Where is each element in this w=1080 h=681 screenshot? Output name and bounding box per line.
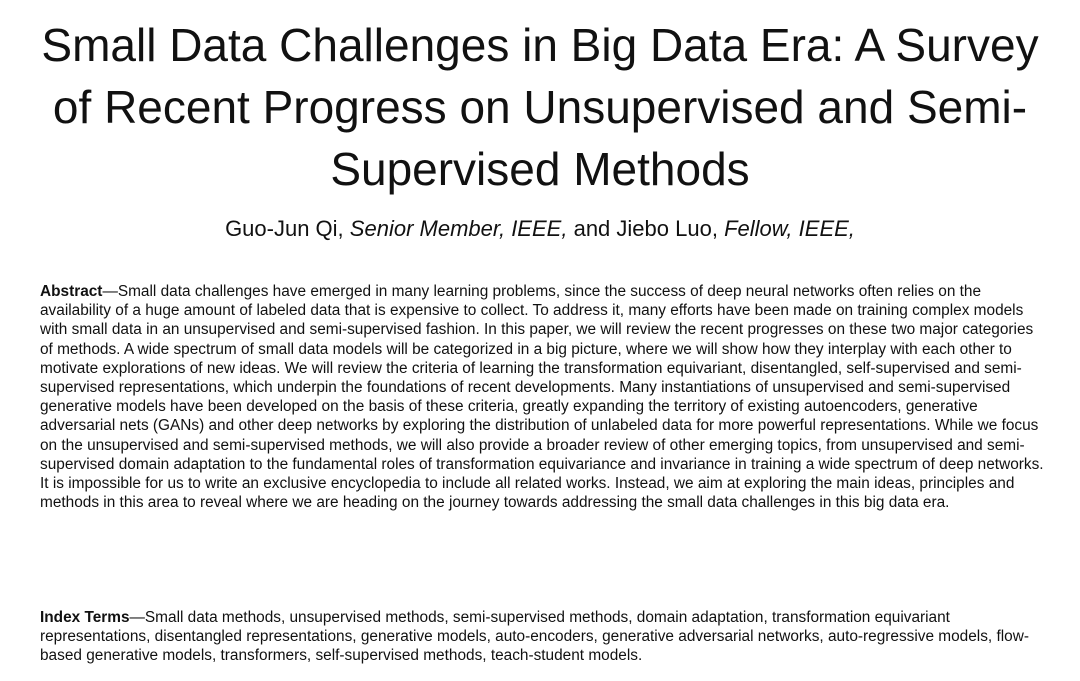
abstract: [40, 282, 1045, 512]
index-terms: [40, 608, 1045, 666]
author-name: Guo-Jun Qi,: [225, 216, 344, 241]
index-terms-text: —Small data methods, unsupervised methods, semi-supervised methods, domain adaptation, transformation equivariant representations, disentangled representations, generative models, auto-encoders, generative adversarial networks, auto-regressive models, flow-based generative models, transformers, self-supervised methods, teach-student models.: [40, 609, 1029, 665]
paper-title: Small Data Challenges in Big Data Era: A Survey of Recent Progress on Unsupervised and Semi-Supervised Methods: [41, 19, 1039, 195]
author-name: Jiebo Luo,: [616, 216, 718, 241]
abstract-label: Abstract: [40, 283, 103, 300]
author-affiliation: Fellow, IEEE,: [724, 216, 855, 241]
index-terms-label: Index Terms: [40, 609, 130, 626]
author-affiliation: Senior Member, IEEE,: [349, 216, 568, 241]
abstract-text: —Small data challenges have emerged in many learning problems, since the success of deep neural networks often relies on the availability of a huge amount of labeled data that is expensive to collect. To address it, many efforts have been made on training complex models with small data in an unsupervised and semi-supervised fashion. In this paper, we will review the recent progresses on these two major categories of methods. A wide spectrum of small data models will be categorized in a big picture, where we will show how they interplay with each other to motivate explorations of new ideas. We will review the criteria of learning the transformation equivariant, disentangled, self-supervised and semi-supervised representations, which underpin the foundations of recent developments. Many instantiations of unsupervised and semi-supervised generative models have been developed on the basis of these criteria, greatly expanding the territory of existing autoencoders, generative adversarial nets (GANs) and other deep networks by exploring the distribution of unlabeled data for more powerful representations. While we focus on the unsupervised and semi-supervised methods, we will also provide a broader review of other emerging topics, from unsupervised and semi-supervised domain adaptation to the fundamental roles of transformation equivariance and invariance in training a wide spectrum of deep networks. It is impossible for us to write an exclusive encyclopedia to include all related works. Instead, we aim at exploring the main ideas, principles and methods in this area to reveal where we are heading on the journey towards addressing the small data challenges in this big data era.: [40, 283, 1044, 512]
author-line: [0, 214, 1080, 244]
author-conjunction: and: [573, 216, 611, 241]
